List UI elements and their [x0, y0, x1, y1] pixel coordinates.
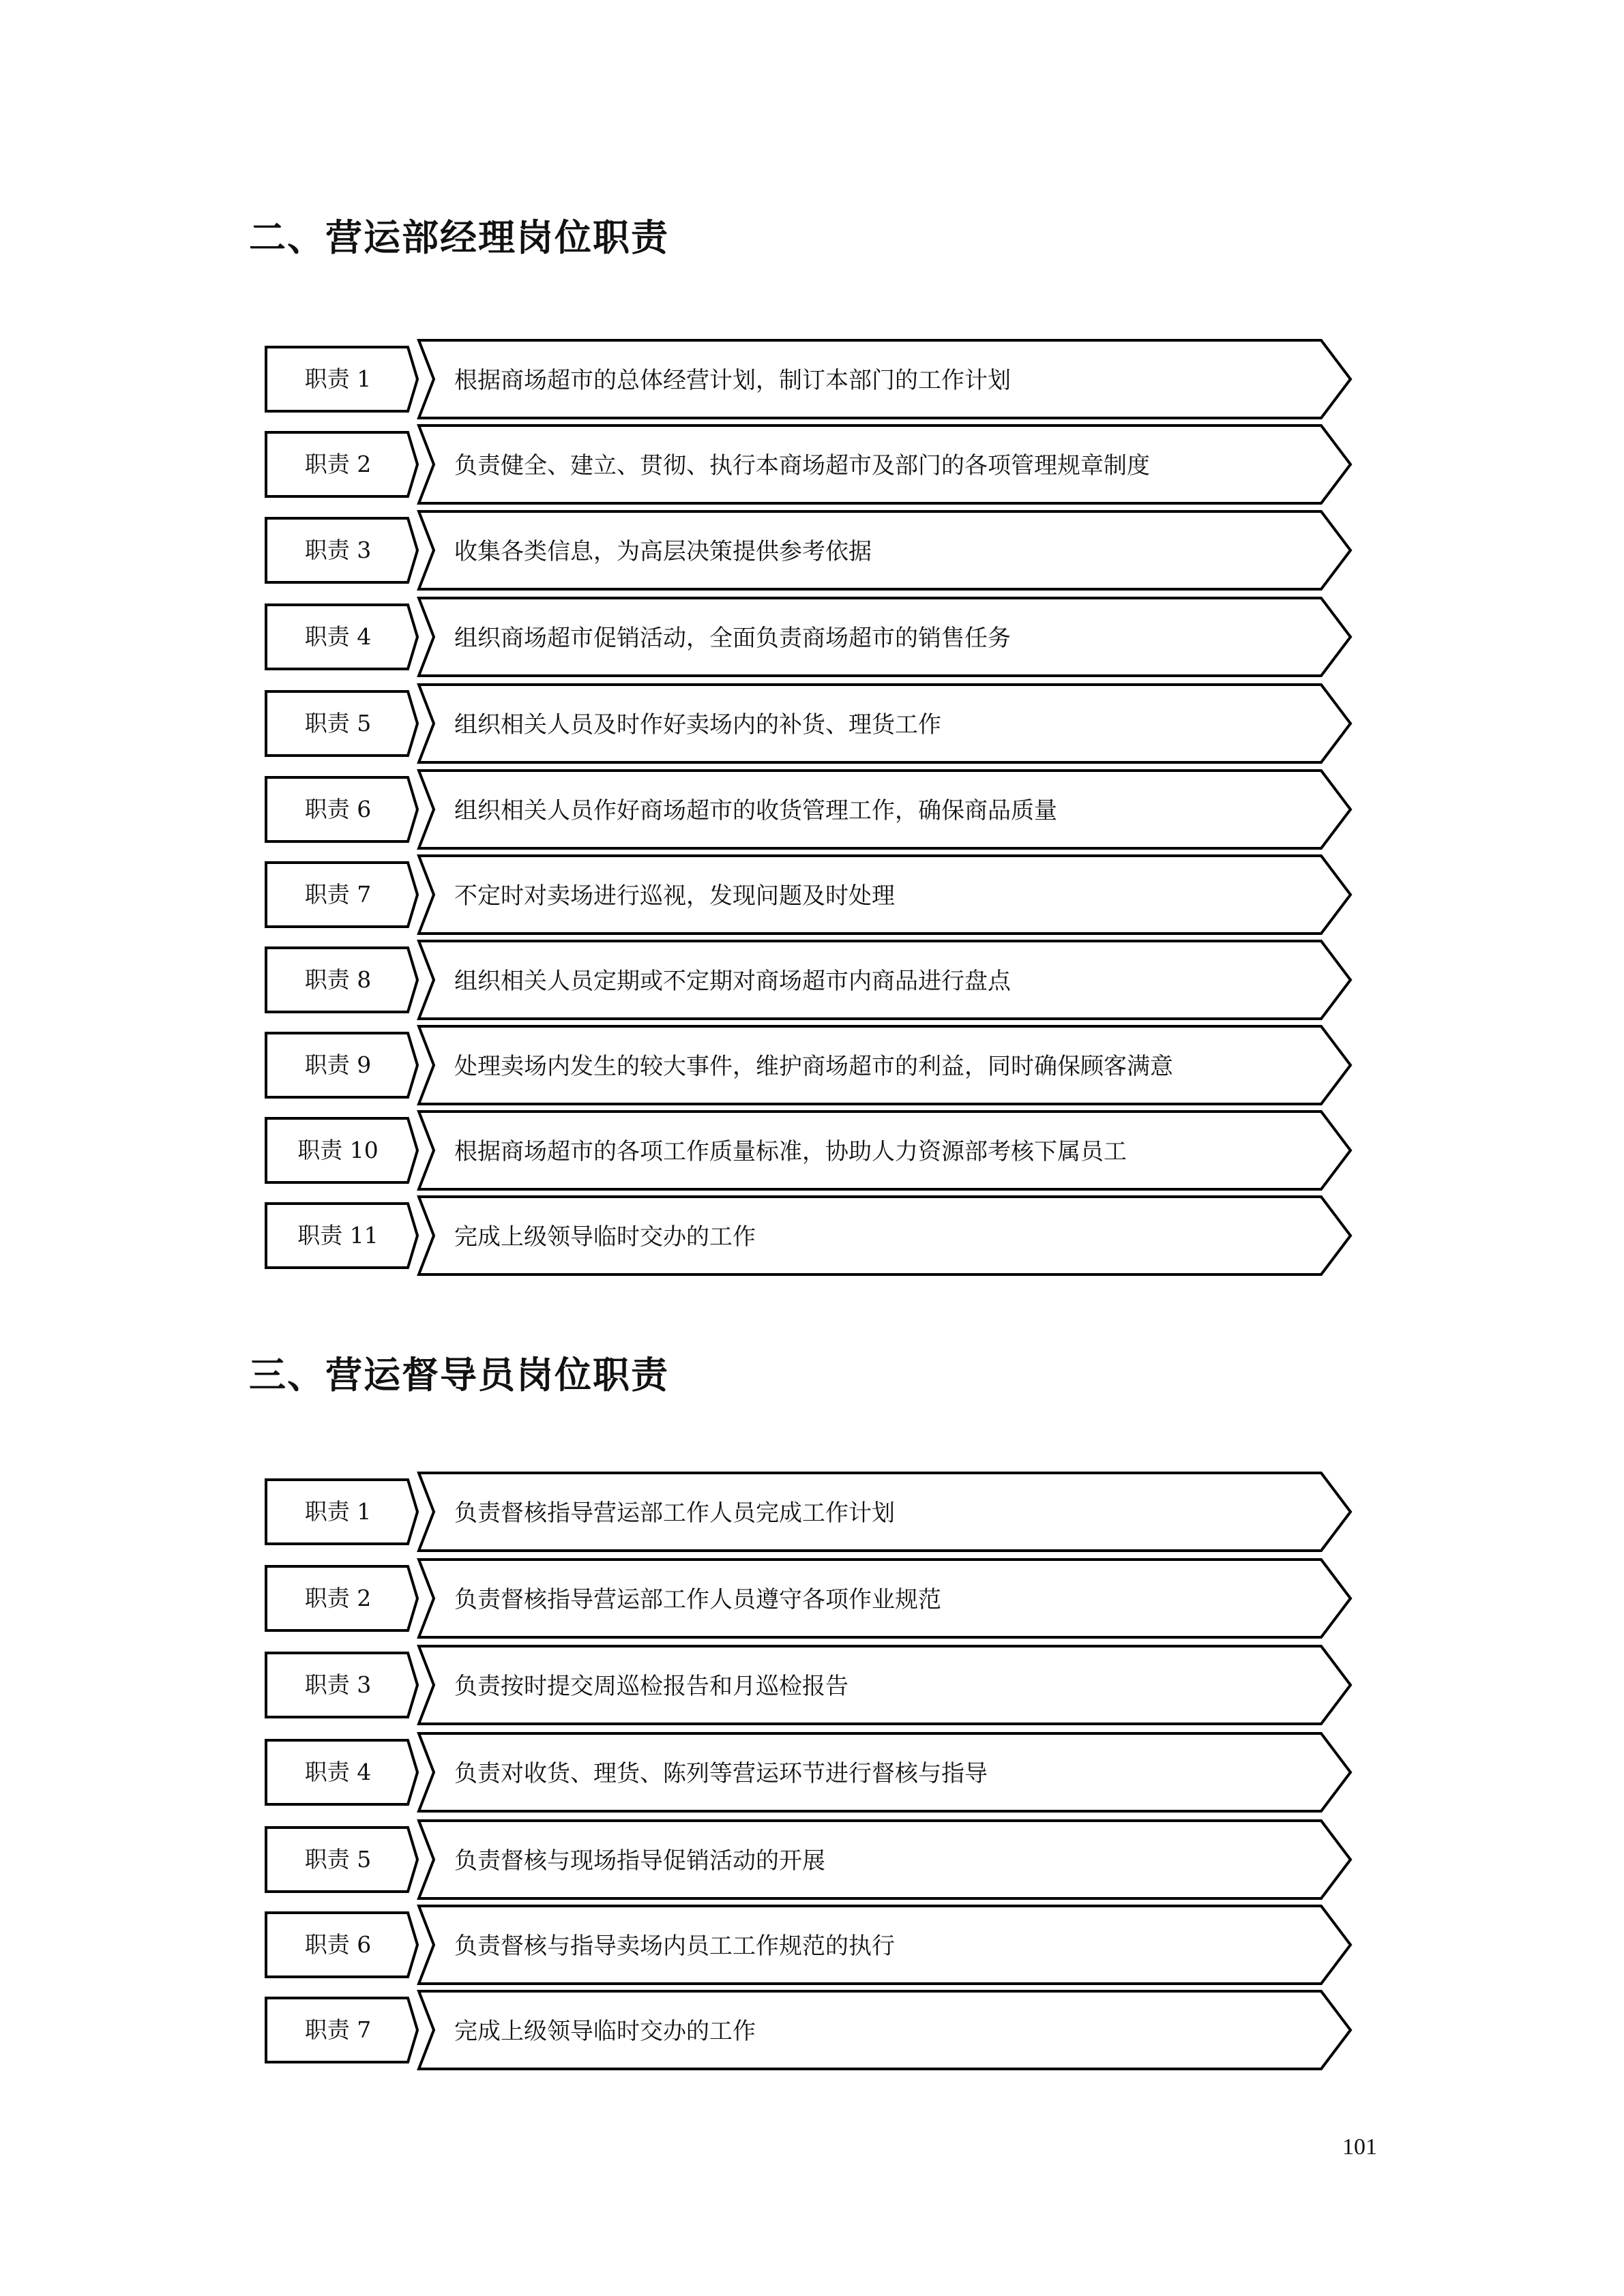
duty-text: 完成上级领导临时交办的工作 — [454, 1223, 756, 1251]
duty-row — [265, 1110, 1356, 1191]
duty-text: 负责督核指导营运部工作人员遵守各项作业规范 — [454, 1586, 941, 1613]
duty-text: 负责按时提交周巡检报告和月巡检报告 — [454, 1673, 848, 1700]
duty-text: 负责督核与现场指导促销活动的开展 — [454, 1847, 825, 1875]
duty-label: 职责 6 — [304, 1931, 372, 1958]
duty-label: 职责 1 — [304, 366, 372, 392]
duty-row — [265, 339, 1356, 419]
duty-text: 负责督核与指导卖场内员工工作规范的执行 — [454, 1933, 895, 1960]
duty-text: 不定时对卖场进行巡视，发现问题及时处理 — [454, 882, 895, 910]
duty-label: 职责 7 — [304, 881, 372, 908]
duty-label: 职责 2 — [304, 451, 372, 477]
duty-row — [265, 1025, 1356, 1105]
duty-text: 根据商场超市的总体经营计划，制订本部门的工作计划 — [454, 367, 1011, 394]
duty-row — [265, 1645, 1356, 1725]
duty-label: 职责 3 — [304, 537, 372, 563]
duty-row — [265, 1905, 1356, 1985]
duty-label: 职责 3 — [304, 1671, 372, 1698]
duty-label: 职责 9 — [304, 1052, 372, 1078]
duty-text: 组织相关人员及时作好卖场内的补货、理货工作 — [454, 711, 941, 739]
duty-text: 负责健全、建立、贯彻、执行本商场超市及部门的各项管理规章制度 — [454, 452, 1150, 479]
duty-row — [265, 597, 1356, 677]
duty-row-shapes — [265, 1195, 1356, 1276]
duty-label: 职责 7 — [304, 2016, 372, 2043]
section-title-operations-supervisor: 三、营运督导员岗位职责 — [249, 1354, 669, 1397]
section-title-operations-manager: 二、营运部经理岗位职责 — [249, 216, 669, 259]
duty-row — [265, 1732, 1356, 1813]
duty-row — [265, 854, 1356, 935]
duty-label: 职责 4 — [304, 623, 372, 650]
duty-row — [265, 1195, 1356, 1276]
duty-row — [265, 940, 1356, 1020]
duty-text: 负责督核指导营运部工作人员完成工作计划 — [454, 1500, 895, 1527]
duty-row — [265, 424, 1356, 505]
duty-row — [265, 510, 1356, 591]
duty-text: 组织商场超市促销活动，全面负责商场超市的销售任务 — [454, 625, 1011, 652]
duty-row — [265, 683, 1356, 764]
duty-text: 完成上级领导临时交办的工作 — [454, 2018, 756, 2045]
duty-label: 职责 5 — [304, 710, 372, 736]
duty-row — [265, 1558, 1356, 1639]
duty-label: 职责 2 — [304, 1585, 372, 1611]
duty-row — [265, 1472, 1356, 1552]
duty-text: 负责对收货、理货、陈列等营运环节进行督核与指导 — [454, 1760, 988, 1787]
duty-text: 处理卖场内发生的较大事件，维护商场超市的利益，同时确保顾客满意 — [454, 1053, 1173, 1080]
duty-label: 职责 5 — [304, 1846, 372, 1873]
duty-label: 职责 1 — [304, 1498, 372, 1525]
duty-label: 职责 6 — [304, 796, 372, 822]
duty-text: 组织相关人员定期或不定期对商场超市内商品进行盘点 — [454, 968, 1011, 995]
duty-row — [265, 1990, 1356, 2070]
page-number: 101 — [1342, 2134, 1377, 2160]
duty-label: 职责 8 — [304, 966, 372, 993]
duty-row-shapes — [265, 1990, 1356, 2070]
duty-text: 根据商场超市的各项工作质量标准，协助人力资源部考核下属员工 — [454, 1138, 1127, 1165]
duty-text: 收集各类信息，为高层决策提供参考依据 — [454, 538, 872, 565]
duty-row — [265, 769, 1356, 850]
duty-text: 组织相关人员作好商场超市的收货管理工作，确保商品质量 — [454, 797, 1057, 824]
duty-row — [265, 1819, 1356, 1900]
duty-label: 职责 4 — [304, 1759, 372, 1785]
duty-label: 职责 11 — [297, 1222, 379, 1249]
duty-label: 职责 10 — [297, 1137, 379, 1163]
